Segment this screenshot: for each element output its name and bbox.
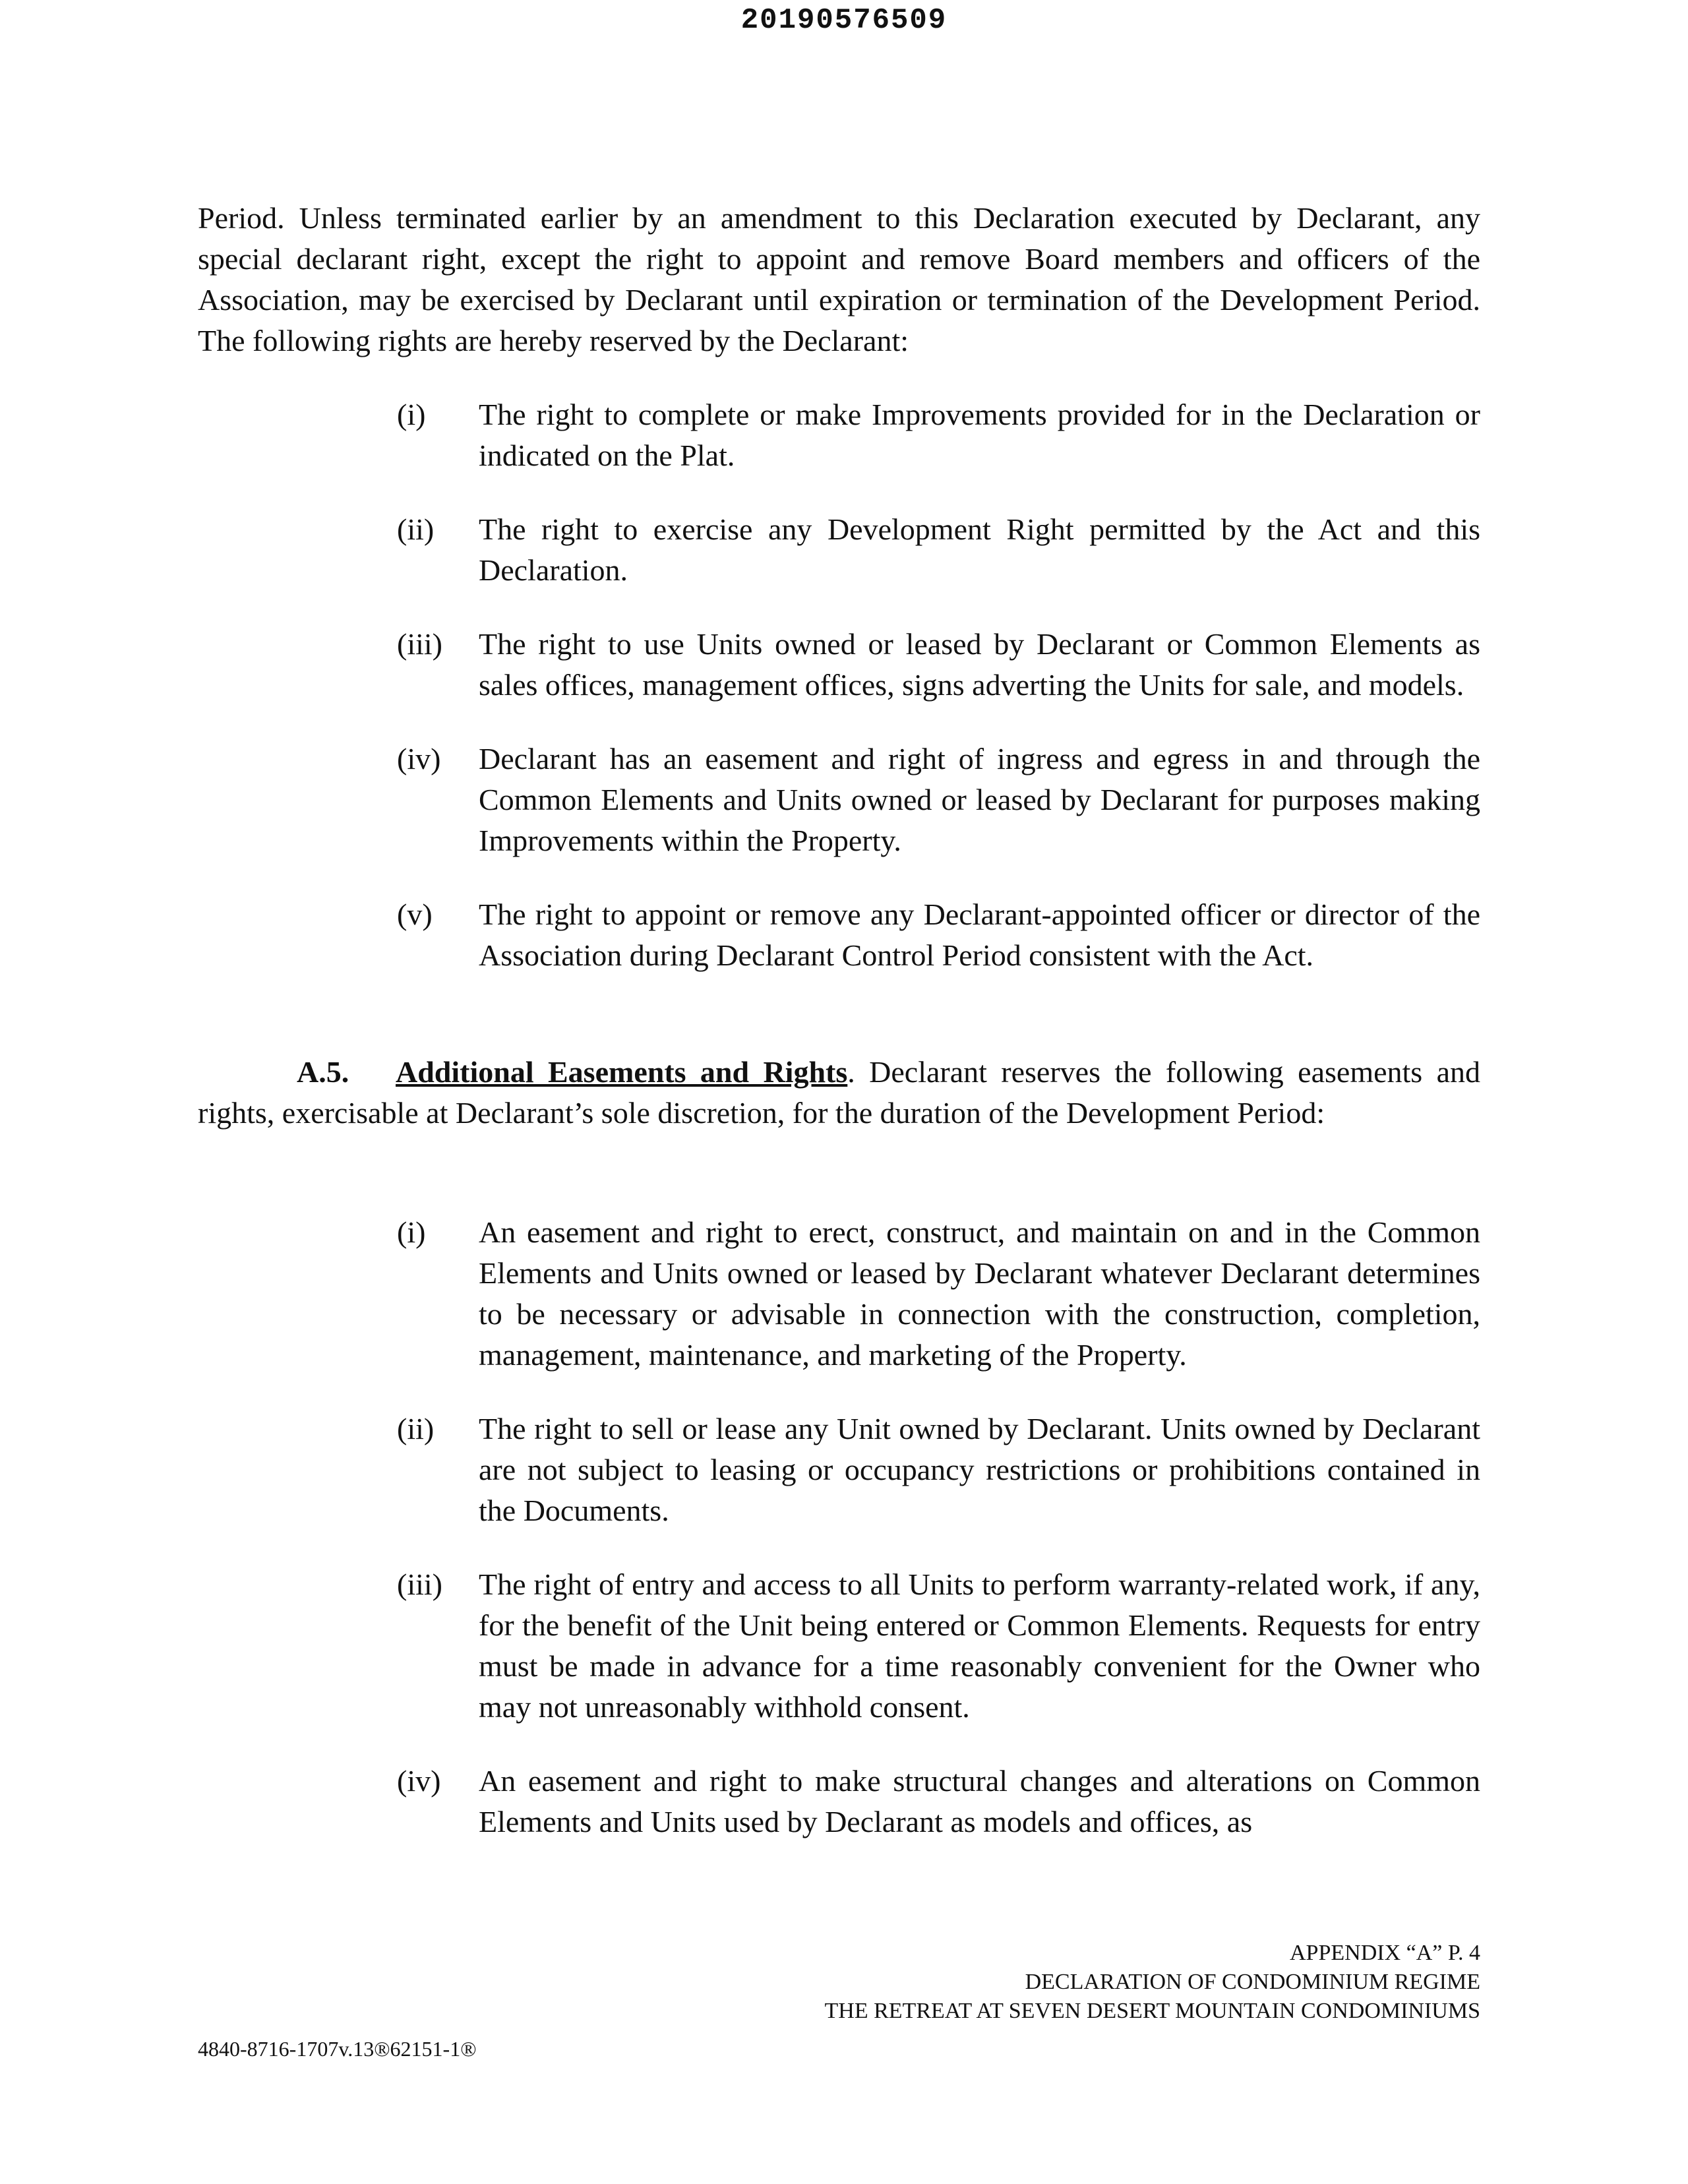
list-item-label: (iii) [397,1567,442,1601]
list-item [198,509,1480,591]
list-item-text: The right to complete or make Improvements provided for in the Declaration or indicated on the Plat. [479,398,1480,472]
list-item-label: (ii) [397,1412,435,1445]
list-item-label: (ii) [397,512,435,546]
document-id: 4840-8716-1707v.13®62151-1® [198,2037,477,2061]
list-item [198,739,1480,861]
page-footer [825,1939,1480,2026]
list-item-text: The right to exercise any Development Right permitted by the Act and this Declaration. [479,512,1480,587]
list-item-label: (v) [397,897,433,931]
list-item-label: (iv) [397,742,441,775]
footer-declaration: DECLARATION OF CONDOMINIUM REGIME [1025,1970,1480,1994]
section-text: . Declarant reserves the following easements and rights, exercisable at Declarant’s sole discretion, for the duration of the Development Period: [198,1055,1480,1130]
list-item-text: The right to use Units owned or leased by Declarant or Common Elements as sales offices, management offices, signs adverting the Units for sale, and models. [479,627,1480,702]
list-item-text: An easement and right to erect, construct, and maintain on and in the Common Elements and Units owned or leased by Declarant whatever Declarant determines to be necessary or advisable in connection with the construction, completion, management, maintenance, and marketing of the Property. [479,1215,1480,1372]
list-item [198,894,1480,976]
list-item-label: (i) [397,398,426,431]
additional-easements-list [198,1212,1480,1875]
intro-paragraph: Period. Unless terminated earlier by an amendment to this Declaration executed by Declarant, any special declarant right, except the right to appoint and remove Board members and officers of the Association, may be exercised by Declarant until expiration or termination of the Development Period. The following rights are hereby reserved by the Declarant: [198,201,1480,357]
list-item-label: (iii) [397,627,442,661]
footer-appendix: APPENDIX “A” P. 4 [1290,1941,1480,1965]
list-item-text: The right to sell or lease any Unit owned by Declarant. Units owned by Declarant are not subject to leasing or occupancy restrictions or prohibitions contained in the Documents. [479,1412,1480,1527]
list-item-text: The right to appoint or remove any Declarant-appointed officer or director of the Association during Declarant Control Period consistent with the Act. [479,897,1480,972]
section-number: A.5. [297,1055,349,1089]
list-item-text: Declarant has an easement and right of ingress and egress in and through the Common Elements and Units owned or leased by Declarant for purposes making Improvements within the Property. [479,742,1480,857]
section-a5-paragraph [198,1052,1480,1134]
reserved-rights-list [198,394,1480,1009]
list-item-text: The right of entry and access to all Units to perform warranty-related work, if any, for the benefit of the Unit being entered or Common Elements. Requests for entry must be made in advance for a time reasonably convenient for the Owner who may not unreasonably withhold consent. [479,1567,1480,1724]
footer-project: THE RETREAT AT SEVEN DESERT MOUNTAIN CONDOMINIUMS [824,1999,1480,2023]
section-title: Additional Easements and Rights [396,1055,848,1089]
list-item [198,1212,1480,1376]
list-item [198,1761,1480,1842]
list-item [198,1564,1480,1728]
list-item-text: An easement and right to make structural changes and alterations on Common Elements and Units used by Declarant as models and offices, as [479,1764,1480,1838]
list-item [198,1409,1480,1531]
list-item-label: (iv) [397,1764,441,1798]
recording-number: 20190576509 [740,4,948,37]
list-item [198,394,1480,476]
list-item [198,624,1480,706]
list-item-label: (i) [397,1215,426,1249]
